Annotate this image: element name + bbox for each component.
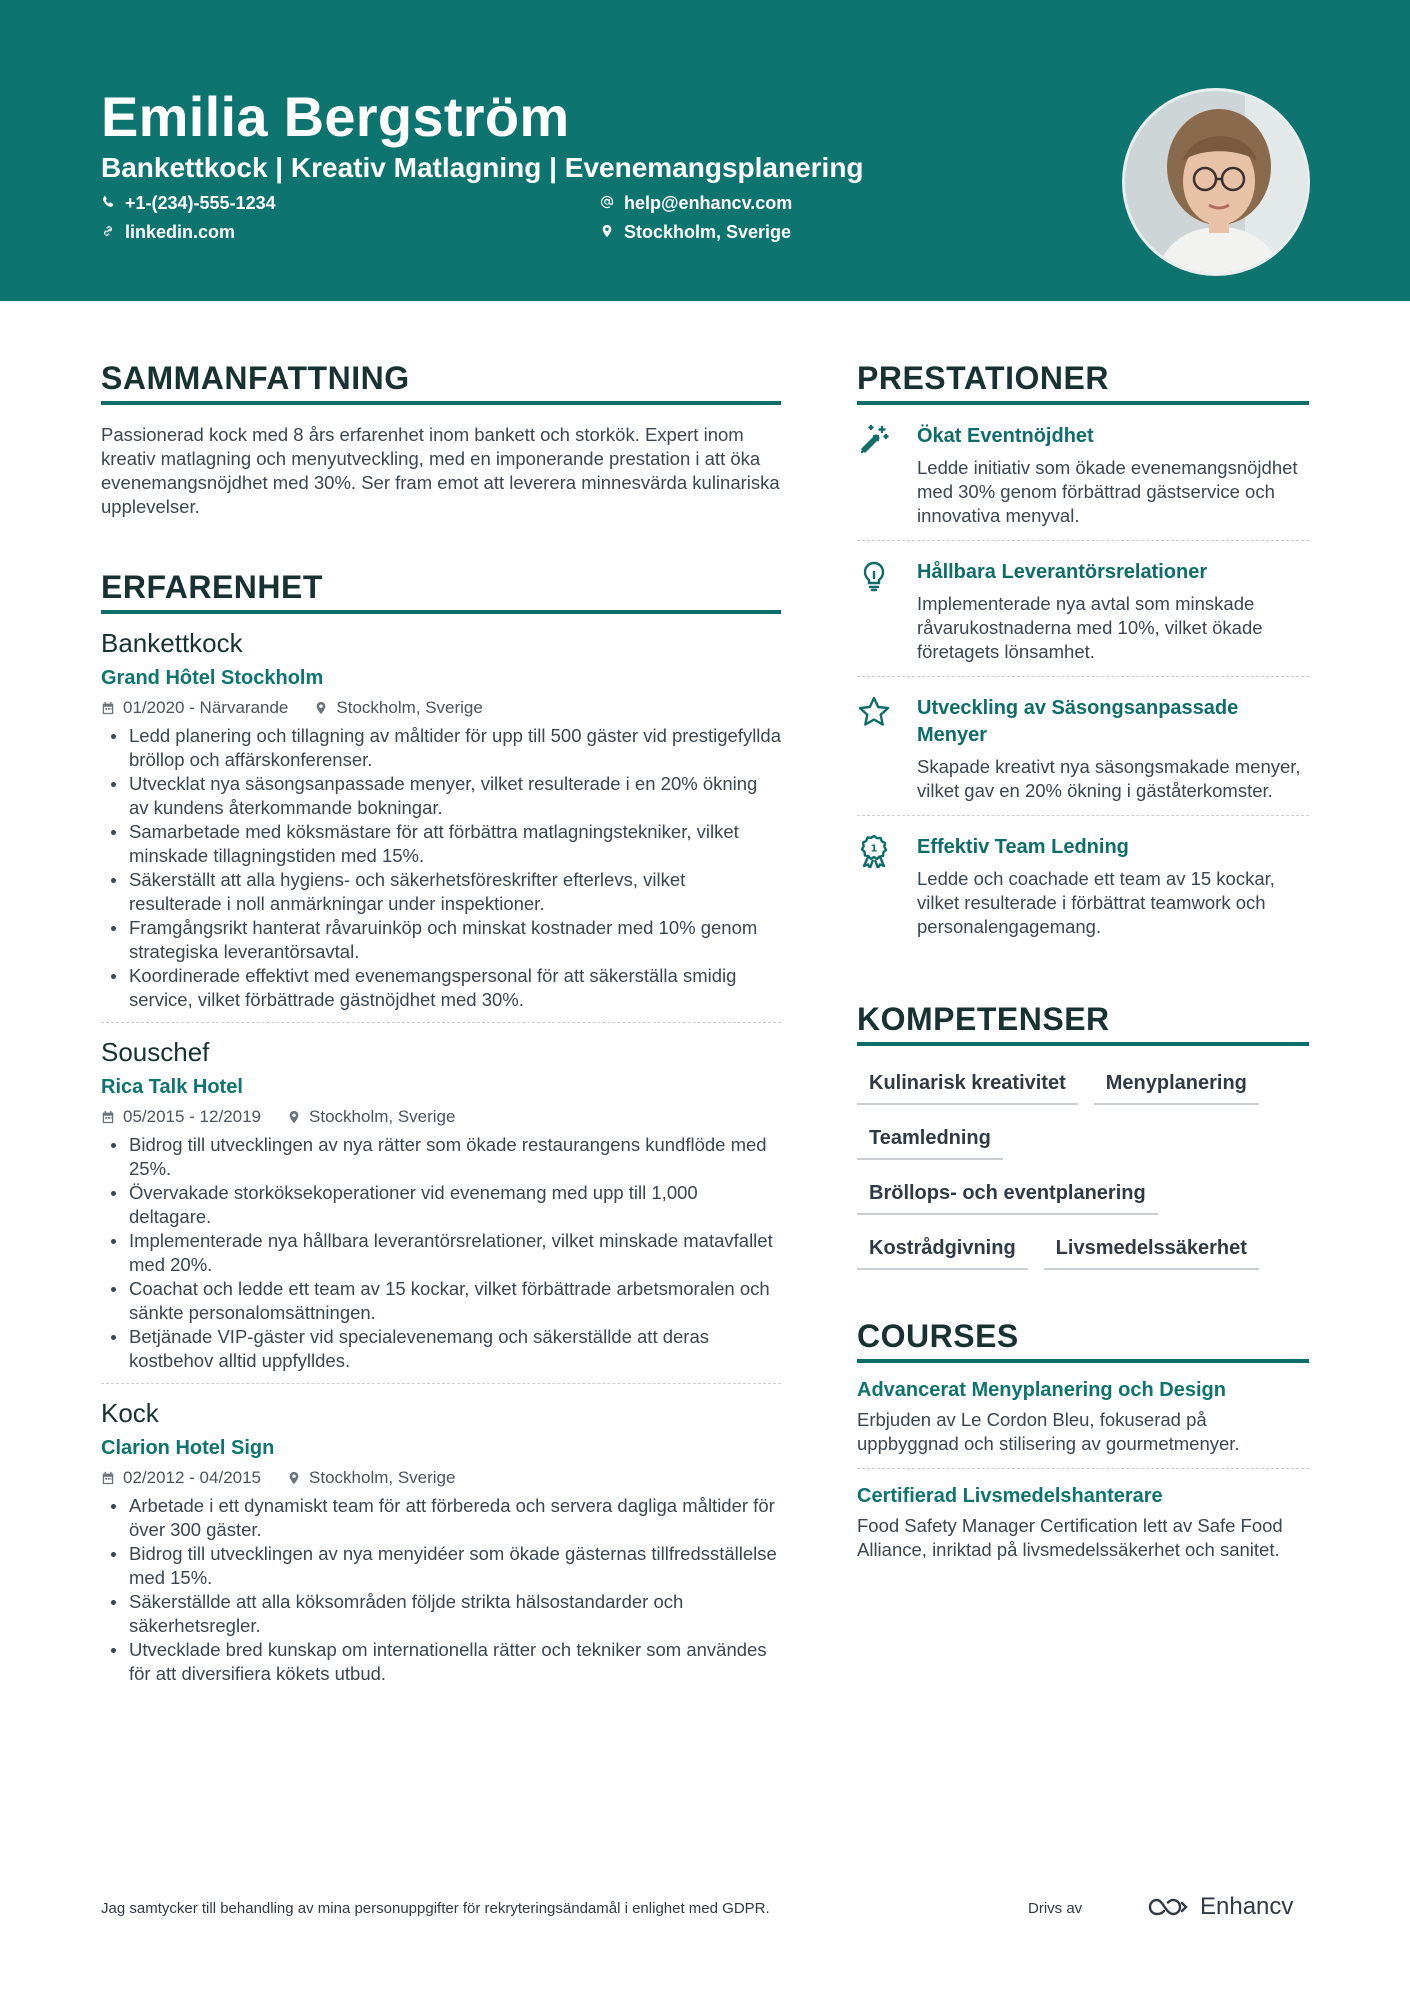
enhancv-logo-text: Enhancv	[1200, 1893, 1294, 1920]
achievements-heading: PRESTATIONER	[857, 360, 1309, 405]
enhancv-logo[interactable]	[1146, 1893, 1293, 1921]
achievement-title: Effektiv Team Ledning	[917, 836, 1129, 858]
achievement-item	[857, 816, 1309, 951]
job-bullet: Utvecklat nya säsongsanpassade menyer, vilket resulterade i en 20% ökning av kundens återkommande bokningar.	[101, 772, 781, 820]
location-text: Stockholm, Sverige	[624, 222, 792, 242]
summary-section	[101, 360, 781, 519]
skill-tag: Bröllops- och eventplanering	[857, 1172, 1158, 1215]
enhancv-logo-icon	[1146, 1895, 1192, 1919]
contact-linkedin[interactable]	[101, 222, 235, 243]
email-text: help@enhancv.com	[624, 193, 793, 213]
phone-icon	[101, 193, 115, 214]
job-role: Souschef	[101, 1037, 210, 1067]
job-bullet: Bidrog till utvecklingen av nya rätter som ökade restaurangens kundflöde med 25%.	[101, 1133, 781, 1181]
portrait-illustration	[1125, 91, 1310, 276]
summary-heading: SAMMANFATTNING	[101, 360, 781, 405]
job-bullet: Samarbetade med köksmästare för att förbättra matlagningstekniker, vilket minskade tillagningstiden med 15%.	[101, 820, 781, 868]
job-entry	[101, 1384, 781, 1696]
job-location: Stockholm, Sverige	[314, 698, 482, 718]
achievement-item	[857, 541, 1309, 677]
job-role: Bankettkock	[101, 628, 243, 658]
job-bullets	[101, 1494, 781, 1686]
job-dates: 02/2012 - 04/2015	[101, 1468, 261, 1488]
job-entry	[101, 1023, 781, 1384]
job-meta	[101, 1468, 781, 1488]
course-title: Advancerat Menyplanering och Design	[857, 1379, 1226, 1401]
course-text: Erbjuden av Le Cordon Bleu, fokuserad på uppbyggnad och stilisering av gourmetmenyer.	[857, 1409, 1240, 1454]
award-medal-icon	[857, 834, 917, 939]
location-pin-icon	[314, 701, 328, 715]
gdpr-consent-note: Jag samtycker till behandling av mina personuppgifter för rekryteringsändamål i enlighet med GDPR.	[101, 1900, 770, 1917]
job-bullet: Utvecklade bred kunskap om internationella rätter och tekniker som användes för att diversifiera kökets utbud.	[101, 1638, 781, 1686]
achievement-title: Hållbara Leverantörsrelationer	[917, 561, 1208, 583]
linkedin-text: linkedin.com	[125, 222, 236, 242]
svg-text:1: 1	[870, 843, 878, 855]
calendar-icon	[101, 1110, 115, 1124]
profile-photo	[1122, 88, 1310, 276]
job-bullets	[101, 724, 781, 1012]
job-location: Stockholm, Sverige	[287, 1468, 455, 1488]
courses-heading: COURSES	[857, 1318, 1309, 1363]
job-company: Clarion Hotel Sign	[101, 1437, 275, 1459]
skill-tag: Kostrådgivning	[857, 1227, 1028, 1270]
job-bullet: Implementerade nya hållbara leverantörsrelationer, vilket minskade matavfallet med 20%.	[101, 1229, 781, 1277]
candidate-name: Emilia Bergström	[101, 85, 570, 148]
course-title: Certifierad Livsmedelshanterare	[857, 1485, 1163, 1507]
resume-header	[0, 0, 1410, 301]
calendar-icon	[101, 1471, 115, 1485]
location-pin-icon	[600, 222, 614, 243]
skill-tag: Menyplanering	[1094, 1062, 1259, 1105]
job-bullet: Koordinerade effektivt med evenemangspersonal för att säkerställa smidig service, vilket förbättrade gästnöjdhet med 30%.	[101, 964, 781, 1012]
job-bullet: Bidrog till utvecklingen av nya menyidéer som ökade gästernas tillfredsställelse med 15%.	[101, 1542, 781, 1590]
achievement-title: Utveckling av Säsongsanpassade Menyer	[917, 697, 1239, 746]
achievement-title: Ökat Eventnöjdhet	[917, 425, 1094, 447]
job-bullet: Ledd planering och tillagning av måltider för upp till 500 gäster vid prestigefyllda bröllop och affärskonferenser.	[101, 724, 781, 772]
achievements-section	[857, 360, 1309, 951]
powered-by-label: Drivs av	[1028, 1900, 1083, 1917]
achievement-item	[857, 677, 1309, 816]
job-bullets	[101, 1133, 781, 1373]
job-bullet: Säkerställt att alla hygiens- och säkerhetsföreskrifter efterlevs, vilket resulterade i noll anmärkningar under inspektioner.	[101, 868, 781, 916]
job-role: Kock	[101, 1398, 159, 1428]
job-meta	[101, 1107, 781, 1127]
phone-text: +1-(234)-555-1234	[125, 193, 276, 213]
skill-tag: Kulinarisk kreativitet	[857, 1062, 1078, 1105]
skill-tag: Teamledning	[857, 1117, 1003, 1160]
job-company: Grand Hôtel Stockholm	[101, 667, 324, 689]
achievement-text: Ledde initiativ som ökade evenemangsnöjdhet med 30% genom förbättrad gästservice och innovativa menyval.	[917, 457, 1298, 526]
experience-heading: ERFARENHET	[101, 569, 781, 614]
contact-email[interactable]	[600, 193, 792, 214]
job-bullet: Coachat och ledde ett team av 15 kockar, vilket förbättrade arbetsmoralen och sänkte personalomsättningen.	[101, 1277, 781, 1325]
experience-section	[101, 569, 781, 1696]
right-column	[857, 360, 1309, 1574]
achievement-text: Skapade kreativt nya säsongsmakade menyer, vilket gav en 20% ökning i gäståterkomster.	[917, 756, 1301, 801]
skill-tag: Livsmedelssäkerhet	[1044, 1227, 1259, 1270]
job-location: Stockholm, Sverige	[287, 1107, 455, 1127]
job-bullet: Framgångsrikt hanterat råvaruinköp och minskat kostnader med 10% genom strategiska leverantörsavtal.	[101, 916, 781, 964]
achievement-text: Implementerade nya avtal som minskade råvarukostnaderna med 10%, vilket ökade företagets lönsamhet.	[917, 593, 1263, 662]
candidate-headline: Bankettkock | Kreativ Matlagning | Evenemangsplanering	[101, 152, 864, 183]
star-icon	[857, 695, 917, 803]
job-bullet: Betjänade VIP-gäster vid specialevenemang och säkerställde att deras kostbehov alltid uppfylldes.	[101, 1325, 781, 1373]
magic-wand-icon	[857, 423, 917, 528]
skills-list	[857, 1062, 1309, 1282]
job-bullet: Arbetade i ett dynamiskt team för att förbereda och servera dagliga måltider för över 300 gäster.	[101, 1494, 781, 1542]
job-company: Rica Talk Hotel	[101, 1076, 243, 1098]
job-bullet: Övervakade storköksekoperationer vid evenemang med upp till 1,000 deltagare.	[101, 1181, 781, 1229]
job-dates: 05/2015 - 12/2019	[101, 1107, 261, 1127]
at-icon	[600, 193, 614, 214]
skills-heading: KOMPETENSER	[857, 1001, 1309, 1046]
calendar-icon	[101, 701, 115, 715]
achievement-item	[857, 405, 1309, 541]
location-pin-icon	[287, 1110, 301, 1124]
courses-section	[857, 1318, 1309, 1574]
contact-location	[600, 222, 791, 243]
left-column	[101, 360, 781, 1696]
contact-phone[interactable]	[101, 193, 276, 214]
link-icon	[101, 222, 115, 243]
course-text: Food Safety Manager Certification lett av Safe Food Alliance, inriktad på livsmedelssäkerhet och sanitet.	[857, 1515, 1283, 1560]
job-meta	[101, 698, 781, 718]
lightbulb-icon	[857, 559, 917, 664]
location-pin-icon	[287, 1471, 301, 1485]
achievement-text: Ledde och coachade ett team av 15 kockar, vilket resulterade i förbättrat teamwork och personalengagemang.	[917, 868, 1275, 937]
job-entry	[101, 614, 781, 1023]
skills-section	[857, 1001, 1309, 1282]
job-bullet: Säkerställde att alla köksområden följde strikta hälsostandarder och säkerhetsregler.	[101, 1590, 781, 1638]
summary-text: Passionerad kock med 8 års erfarenhet inom bankett och storkök. Expert inom kreativ matlagning och menyutveckling, med en imponerande prestation i att öka evenemangsnöjdhet med 30%. Ser fram emot att leverera minnesvärda kulinariska upplevelser.	[101, 424, 780, 517]
course-item	[857, 1469, 1309, 1574]
course-item	[857, 1363, 1309, 1469]
job-dates: 01/2020 - Närvarande	[101, 698, 288, 718]
